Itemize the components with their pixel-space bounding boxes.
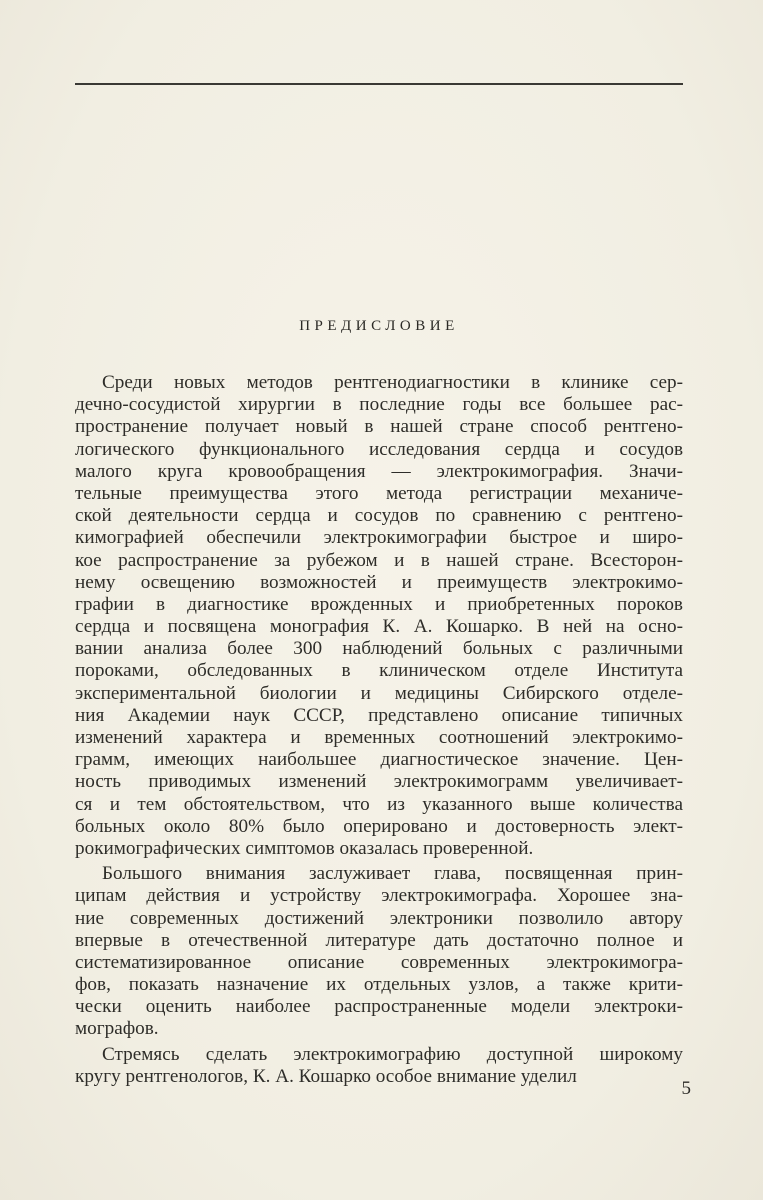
text-line: дечно-сосудистой хирургии в последние годы все большее рас- (75, 394, 683, 416)
text-line: графии в диагностике врожденных и приобретенных пороков (75, 593, 683, 615)
text-line: ния Академии наук СССР, представлено описание типичных (75, 704, 683, 726)
text-line: Стремясь сделать электрокимографию доступной широкому (102, 1043, 683, 1065)
page-number: 5 (681, 1078, 691, 1099)
text-line: логического функционального исследования сердца и сосудов (75, 438, 683, 460)
page-heading: ПРЕДИСЛОВИЕ (299, 318, 459, 334)
text-line: кимографией обеспечили электрокимографии быстрое и широ- (75, 527, 683, 549)
text-line: фов, показать назначение их отдельных узлов, а также крити- (75, 974, 683, 996)
text-line: рокимографических симптомов оказалась проверенной. (75, 837, 534, 859)
text-line: вании анализа более 300 наблюдений больных с различными (75, 638, 683, 660)
text-line: пространение получает новый в нашей стране способ рентгено- (75, 416, 683, 438)
text-line: систематизированное описание современных электрокимогра- (75, 951, 683, 973)
text-line: чески оценить наиболее распространенные модели электроки- (75, 996, 683, 1018)
text-line: больных около 80% было оперировано и достоверность элект- (75, 815, 683, 837)
text-line: кругу рентгенологов, К. А. Кошарко особое внимание уделил (75, 1065, 577, 1087)
text-line: впервые в отечественной литературе дать достаточно полное и (75, 929, 683, 951)
paragraph (75, 863, 683, 1041)
text-line: сердца и посвящена монография К. А. Кошарко. В ней на осно- (75, 616, 683, 638)
body-text (75, 372, 683, 1088)
text-line: ние современных достижений электроники позволило автору (75, 907, 683, 929)
text-line: тельные преимущества этого метода регистрации механиче- (75, 482, 683, 504)
text-line: ность приводимых изменений электрокимограмм увеличивает- (75, 771, 683, 793)
text-line: кое распространение за рубежом и в нашей стране. Всесторон- (75, 549, 683, 571)
text-line: ской деятельности сердца и сосудов по сравнению с рентгено- (75, 505, 683, 527)
paragraph (75, 372, 683, 860)
text-line: мографов. (75, 1018, 159, 1040)
paragraph (75, 1044, 683, 1088)
text-line: малого круга кровообращения — электрокимография. Значи- (75, 460, 683, 482)
text-line: нему освещению возможностей и преимуществ электрокимо- (75, 571, 683, 593)
top-rule (75, 83, 683, 85)
text-line: ся и тем обстоятельством, что из указанного выше количества (75, 793, 683, 815)
text-line: грамм, имеющих наибольшее диагностическое значение. Цен- (75, 749, 683, 771)
text-line: ципам действия и устройству электрокимографа. Хорошее зна- (75, 885, 683, 907)
text-line: Большого внимания заслуживает глава, посвященная прин- (102, 863, 683, 885)
text-line: экспериментальной биологии и медицины Сибирского отделе- (75, 682, 683, 704)
text-line: Среди новых методов рентгенодиагностики в клинике сер- (102, 372, 683, 393)
text-line: изменений характера и временных соотношений электрокимо- (75, 727, 683, 748)
text-line: пороками, обследованных в клиническом отделе Института (75, 660, 683, 682)
